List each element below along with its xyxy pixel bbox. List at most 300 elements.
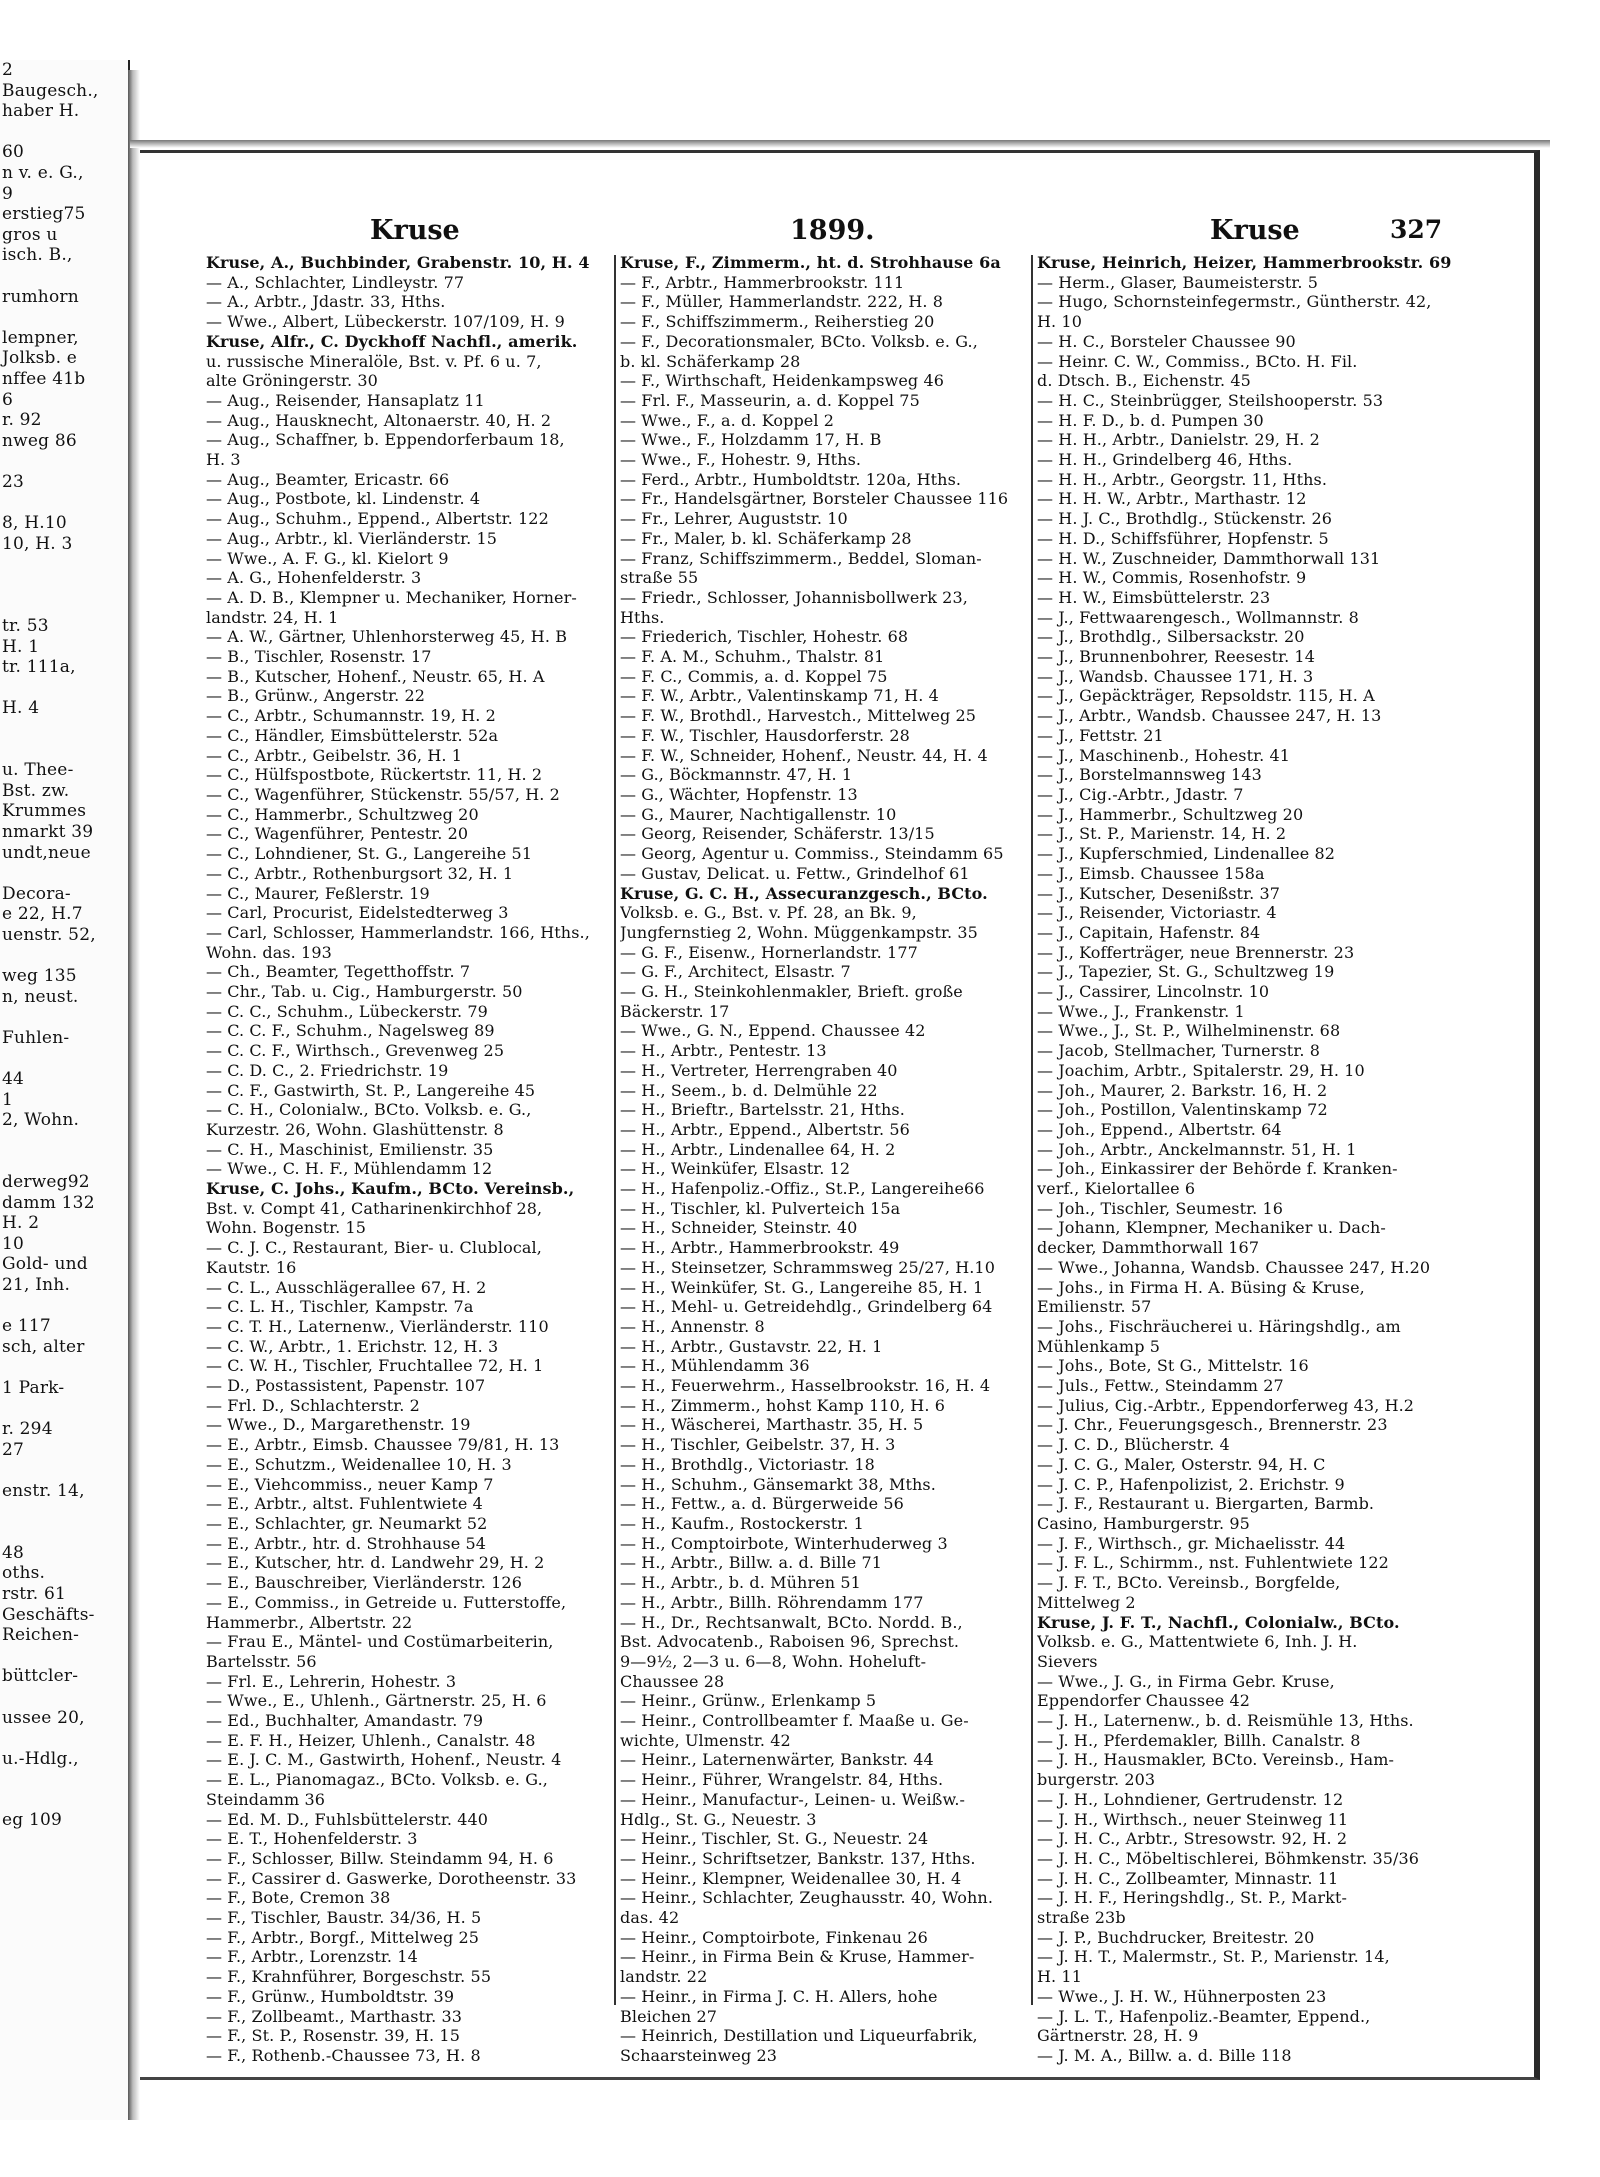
directory-entry-line: — J. C. G., Maler, Osterstr. 94, H. C: [1037, 1454, 1326, 1474]
directory-entry-line: — Georg, Agentur u. Commiss., Steindamm 65: [620, 844, 1004, 864]
directory-entry-line: — J. F. T., BCto. Vereinsb., Borgfelde,: [1037, 1573, 1341, 1593]
directory-entry-line: — E., Viehcommiss., neuer Kamp 7: [206, 1474, 494, 1494]
left-page-text-fragment: 9: [2, 183, 14, 204]
directory-entry-line: — H. W., Zuschneider, Dammthorwall 131: [1037, 548, 1381, 568]
column-divider: [1031, 255, 1033, 2005]
directory-entry-line: — H., Schneider, Steinstr. 40: [620, 1218, 858, 1238]
directory-entry-line: — C. J. C., Restaurant, Bier- u. Clublocal,: [206, 1238, 542, 1258]
page-top-edge: [130, 140, 1550, 148]
directory-entry-line: — F., Arbtr., Hammerbrookstr. 111: [620, 272, 905, 292]
left-page-text-fragment: [0, 1151, 128, 1172]
left-page-text-fragment: [0, 1687, 128, 1708]
directory-entry-line: — H., Arbtr., Gustavstr. 22, H. 1: [620, 1336, 883, 1356]
directory-entry-line: — B., Kutscher, Hohenf., Neustr. 65, H. A: [206, 666, 545, 686]
directory-entry-line: — J., Fettstr. 21: [1037, 725, 1164, 745]
directory-entry-line: Mühlenkamp 5: [1037, 1336, 1160, 1356]
directory-entry-line: — H., Fettw., a. d. Bürgerweide 56: [620, 1494, 904, 1514]
directory-entry-line: — J. C. P., Hafenpolizist, 2. Erichstr. 9: [1037, 1474, 1345, 1494]
directory-page: [140, 150, 1540, 2080]
directory-entry-line: — Johs., Bote, St G., Mittelstr. 16: [1037, 1356, 1309, 1376]
left-page-text-fragment: 23: [2, 471, 25, 492]
directory-entry-line: — Heinr., Grünw., Erlenkamp 5: [620, 1691, 877, 1711]
directory-entry-line: — J., Arbtr., Wandsb. Chaussee 247, H. 13: [1037, 706, 1382, 726]
directory-entry-line: — H., Dr., Rechtsanwalt, BCto. Nordd. B.,: [620, 1612, 963, 1632]
directory-entry-line: — F., Wirthschaft, Heidenkampsweg 46: [620, 371, 945, 391]
directory-entry-line: — Heinr., Führer, Wrangelstr. 84, Hths.: [620, 1770, 944, 1790]
left-page-text-fragment: n v. e. G.,: [2, 162, 84, 183]
directory-entry-line: — Wwe., F., Holzdamm 17, H. B: [620, 430, 882, 450]
directory-entry-line: — F., St. P., Rosenstr. 39, H. 15: [206, 2026, 460, 2046]
directory-entry-line: — Wwe., G. N., Eppend. Chaussee 42: [620, 1021, 926, 1041]
directory-entry-line: — H., Arbtr., Hammerbrookstr. 49: [620, 1238, 900, 1258]
directory-entry-line: — G. F., Architect, Elsastr. 7: [620, 962, 851, 982]
directory-entry-line: — C., Arbtr., Rothenburgsort 32, H. 1: [206, 863, 514, 883]
left-page-text-fragment: Reichen-: [2, 1625, 80, 1646]
left-page-text-fragment: 6: [2, 389, 14, 410]
directory-entry-line: — Wwe., Albert, Lübeckerstr. 107/109, H. 9: [206, 312, 565, 332]
left-page-text-fragment: [0, 492, 128, 513]
directory-entry-line: — J., Eimsb. Chaussee 158a: [1037, 863, 1265, 883]
directory-entry-line: Chaussee 28: [620, 1671, 725, 1691]
page-header: [140, 215, 1534, 255]
left-page-text-fragment: erstieg75: [2, 204, 86, 225]
left-page-text-fragment: tr. 53: [2, 616, 49, 637]
left-page-text-fragment: r. 294: [2, 1419, 53, 1440]
directory-entry-line: — H., Brothdlg., Victoriastr. 18: [620, 1454, 875, 1474]
directory-entry-line: — C. T. H., Laternenw., Vierländerstr. 110: [206, 1316, 549, 1336]
directory-entry-line: — E., Commiss., in Getreide u. Futterstoffe,: [206, 1592, 567, 1612]
directory-entry-line: das. 42: [620, 1908, 680, 1928]
directory-entry-line: — C., Arbtr., Schumannstr. 19, H. 2: [206, 706, 496, 726]
directory-entry-line: — F. W., Arbtr., Valentinskamp 71, H. 4: [620, 686, 939, 706]
directory-entry-line: — F., Grünw., Humboldtstr. 39: [206, 1986, 455, 2006]
directory-entry-line: — F., Müller, Hammerlandstr. 222, H. 8: [620, 292, 944, 312]
directory-entry-line: — Joh., Eppend., Albertstr. 64: [1037, 1119, 1282, 1139]
directory-entry-line: — C. C. F., Wirthsch., Grevenweg 25: [206, 1041, 505, 1061]
directory-entry-line: — Aug., Beamter, Ericastr. 66: [206, 469, 450, 489]
directory-entry-line: — Wwe., J. H. W., Hühnerposten 23: [1037, 1986, 1327, 2006]
directory-entry-line: — F. C., Commis, a. d. Koppel 75: [620, 666, 888, 686]
left-page-text-fragment: Gold- und: [2, 1254, 88, 1275]
directory-entry-line: — C. C. F., Schuhm., Nagelsweg 89: [206, 1021, 495, 1041]
directory-entry-line: — H., Arbtr., Lindenallee 64, H. 2: [620, 1139, 896, 1159]
header-left-keyword: Kruse: [370, 215, 460, 246]
directory-entry-line: — H., Weinküfer, Elsastr. 12: [620, 1159, 851, 1179]
left-page-text-fragment: sch, alter: [2, 1336, 85, 1357]
book-spine-shadow: [128, 70, 140, 2120]
directory-entry-line: — Frl. F., Masseurin, a. d. Koppel 75: [620, 390, 920, 410]
directory-entry-line: Steindamm 36: [206, 1789, 326, 1809]
directory-entry-line: — J., Gepäckträger, Repsoldstr. 115, H. A: [1037, 686, 1375, 706]
left-page-text-fragment: lempner,: [2, 327, 79, 348]
directory-entry-line: — Frau E., Mäntel- und Costümarbeiterin,: [206, 1632, 554, 1652]
left-page-text-fragment: 10, H. 3: [2, 533, 73, 554]
directory-entry-line: straße 55: [620, 568, 699, 588]
directory-entry-line: — Heinr., Klempner, Weidenallee 30, H. 4: [620, 1868, 962, 1888]
directory-entry-line: — Heinrich, Destillation und Liqueurfabrik,: [620, 2026, 978, 2046]
left-page-text-fragment: nweg 86: [2, 430, 77, 451]
directory-entry-line: — C. W., Arbtr., 1. Erichstr. 12, H. 3: [206, 1336, 499, 1356]
directory-entry-line: — Heinr., Schlachter, Zeughausstr. 40, Wohn.: [620, 1888, 994, 1908]
directory-entry-line: — J. M. A., Billw. a. d. Bille 118: [1037, 2045, 1292, 2065]
left-page-text-fragment: [0, 946, 128, 967]
directory-entry-line: — Joh., Einkassirer der Behörde f. Kranken-: [1037, 1159, 1398, 1179]
directory-entry-line: — H., Brieftr., Bartelsstr. 21, Hths.: [620, 1100, 905, 1120]
directory-entry-line: — E., Schlachter, gr. Neumarkt 52: [206, 1514, 488, 1533]
directory-entry-line: — Joachim, Arbtr., Spitalerstr. 29, H. 10: [1037, 1060, 1365, 1080]
left-page-text-fragment: n, neust.: [2, 986, 79, 1007]
directory-entry-line: — C. H., Maschinist, Emilienstr. 35: [206, 1139, 494, 1159]
left-page-text-fragment: [0, 1399, 128, 1420]
directory-entry-line: burgerstr. 203: [1037, 1770, 1156, 1790]
directory-entry-line: — E., Arbtr., htr. d. Strohhause 54: [206, 1533, 487, 1553]
left-page-text-fragment: u. Thee-: [2, 760, 74, 781]
directory-entry-line: — F. W., Schneider, Hohenf., Neustr. 44, H. 4: [620, 745, 988, 765]
directory-entry-line: — F., Arbtr., Borgf., Mittelweg 25: [206, 1927, 480, 1947]
directory-entry-line: — H. D., Schiffsführer, Hopfenstr. 5: [1037, 528, 1329, 548]
directory-entry-line: — Gustav, Delicat. u. Fettw., Grindelhof 61: [620, 863, 970, 883]
directory-entry-line: — J. H. C., Zollbeamter, Minnastr. 11: [1037, 1868, 1339, 1888]
directory-entry-line: — F., Bote, Cremon 38: [206, 1888, 391, 1908]
directory-entry-line: — Joh., Maurer, 2. Barkstr. 16, H. 2: [1037, 1080, 1328, 1100]
directory-entry-line: wichte, Ulmenstr. 42: [620, 1730, 791, 1750]
directory-entry-line: — F. A. M., Schuhm., Thalstr. 81: [620, 647, 885, 667]
directory-entry-line: — J. F., Restaurant u. Biergarten, Barmb.: [1037, 1494, 1375, 1514]
directory-entry-line: — C., Maurer, Feßlerstr. 19: [206, 883, 430, 903]
left-page-text-fragment: [0, 1007, 128, 1028]
directory-entry-line: — J., Brunnenbohrer, Reesestr. 14: [1037, 647, 1315, 667]
directory-entry-line: — J., Wandsb. Chaussee 171, H. 3: [1037, 666, 1314, 686]
directory-entry-line: — A., Schlachter, Lindleystr. 77: [206, 272, 465, 292]
directory-entry-line: — Aug., Hausknecht, Altonaerstr. 40, H. 2: [206, 410, 552, 430]
directory-entry-line: — J. H., Hausmakler, BCto. Vereinsb., Ham-: [1037, 1750, 1395, 1770]
directory-entry-line: — Franz, Schiffszimmerm., Beddel, Sloman-: [620, 548, 982, 568]
directory-entry-line: — J. H. C., Arbtr., Stresowstr. 92, H. 2: [1037, 1829, 1348, 1849]
directory-entry-line: H. 10: [1037, 312, 1082, 332]
directory-entry-line: — H. W., Commis, Rosenhofstr. 9: [1037, 568, 1307, 588]
left-page-text-fragment: [0, 575, 128, 596]
directory-entry-line: — Carl, Schlosser, Hammerlandstr. 166, Hths.,: [206, 922, 590, 942]
directory-entry-line: — Herm., Glaser, Baumeisterstr. 5: [1037, 272, 1319, 292]
left-page-text-fragment: e 22, H.7: [2, 904, 83, 925]
directory-entry-line: — Aug., Arbtr., kl. Vierländerstr. 15: [206, 528, 498, 548]
directory-entry-line: — J. H., Wirthsch., neuer Steinweg 11: [1037, 1809, 1349, 1829]
directory-entry-line: — C. L., Ausschlägerallee 67, H. 2: [206, 1277, 487, 1297]
left-page-fragment: [0, 60, 130, 2120]
directory-entry-line: — Wwe., J. G., in Firma Gebr. Kruse,: [1037, 1671, 1335, 1691]
directory-entry-line: Hths.: [620, 607, 665, 627]
directory-entry-line: — Wwe., F., a. d. Koppel 2: [620, 410, 835, 430]
directory-entry-line: — C., Arbtr., Geibelstr. 36, H. 1: [206, 745, 463, 765]
directory-entry-line: Bartelsstr. 56: [206, 1651, 317, 1671]
directory-entry-line: — B., Tischler, Rosenstr. 17: [206, 647, 432, 667]
directory-entry-line: — E. T., Hohenfelderstr. 3: [206, 1829, 418, 1849]
directory-entry-line: — E., Kutscher, htr. d. Landwehr 29, H. 2: [206, 1553, 545, 1573]
left-page-text-fragment: damm 132: [2, 1192, 95, 1213]
directory-entry-line: — H., Tischler, kl. Pulverteich 15a: [620, 1198, 901, 1218]
directory-entry-line: — F., Krahnführer, Borgeschstr. 55: [206, 1967, 492, 1987]
directory-entry-line: — H. H. W., Arbtr., Marthastr. 12: [1037, 489, 1307, 509]
directory-entry-line: — J. F. L., Schirmm., nst. Fuhlentwiete 122: [1037, 1553, 1389, 1573]
left-page-text-fragment: enstr. 14,: [2, 1480, 85, 1501]
directory-entry-line: — Heinr., Laternenwärter, Bankstr. 44: [620, 1750, 934, 1770]
directory-entry-line: — J. P., Buchdrucker, Breitestr. 20: [1037, 1927, 1315, 1947]
directory-entry-line: — C., Wagenführer, Stückenstr. 55/57, H. 2: [206, 784, 560, 804]
directory-entry-line: — H. F. D., b. d. Pumpen 30: [1037, 410, 1264, 430]
left-page-text-fragment: [0, 719, 128, 740]
directory-entry-line: — H., Annenstr. 8: [620, 1316, 765, 1336]
left-page-text-fragment: 2: [2, 60, 14, 80]
directory-entry-line: — A. G., Hohenfelderstr. 3: [206, 568, 422, 588]
directory-entry-line: Bst. Advocatenb., Raboisen 96, Sprechst.: [620, 1632, 960, 1652]
left-page-text-fragment: [0, 1460, 128, 1481]
left-page-text-fragment: 27: [2, 1439, 25, 1460]
directory-entry-line: — F., Rothenb.-Chaussee 73, H. 8: [206, 2045, 481, 2065]
left-page-text-fragment: [0, 740, 128, 761]
directory-entry-line: landstr. 24, H. 1: [206, 607, 339, 627]
header-year: 1899.: [790, 215, 875, 246]
directory-entry-heading: Kruse, J. F. T., Nachfl., Colonialw., BCto.: [1037, 1612, 1400, 1632]
directory-entry-line: — H., Arbtr., Billh. Röhrendamm 177: [620, 1592, 924, 1612]
directory-entry-line: — F., Arbtr., Lorenzstr. 14: [206, 1947, 418, 1967]
directory-entry-line: — H., Arbtr., Pentestr. 13: [620, 1041, 827, 1061]
directory-entry-line: — H. J. C., Brothdlg., Stückenstr. 26: [1037, 509, 1333, 529]
directory-entry-line: — J. H. T., Malermstr., St. P., Marienstr. 14,: [1037, 1947, 1390, 1967]
directory-entry-line: — H., Weinküfer, St. G., Langereihe 85, H. 1: [620, 1277, 984, 1297]
directory-entry-line: decker, Dammthorwall 167: [1037, 1238, 1260, 1258]
directory-entry-line: — C. C., Schuhm., Lübeckerstr. 79: [206, 1001, 488, 1021]
left-page-text-fragment: [0, 1502, 128, 1523]
directory-entry-line: — J. C. D., Blücherstr. 4: [1037, 1435, 1230, 1455]
left-page-text-fragment: Decora-: [2, 883, 71, 904]
directory-entry-line: — J. L. T., Hafenpoliz.-Beamter, Eppend.,: [1037, 2006, 1371, 2026]
directory-entry-line: b. kl. Schäferkamp 28: [620, 351, 801, 371]
directory-entry-line: — Wwe., A. F. G., kl. Kielort 9: [206, 548, 449, 568]
directory-entry-line: — G. F., Eisenw., Hornerlandstr. 177: [620, 942, 918, 962]
left-page-text-fragment: u.-Hdlg.,: [2, 1748, 79, 1769]
directory-entry-line: — Joh., Tischler, Seumestr. 16: [1037, 1198, 1284, 1218]
directory-entry-line: — F. W., Tischler, Hausdorferstr. 28: [620, 725, 910, 745]
directory-entry-line: — Aug., Schaffner, b. Eppendorferbaum 18,: [206, 430, 565, 450]
directory-entry-line: — Heinr. C. W., Commiss., BCto. H. Fil.: [1037, 351, 1358, 371]
directory-entry-line: — C. F., Gastwirth, St. P., Langereihe 45: [206, 1080, 536, 1100]
left-page-text-fragment: [0, 595, 128, 616]
left-page-text-fragment: 21, Inh.: [2, 1275, 71, 1296]
directory-entry-line: — J. F., Wirthsch., gr. Michaelisstr. 44: [1037, 1533, 1346, 1553]
left-page-text-fragment: Krummes: [2, 801, 87, 822]
directory-entry-line: Bleichen 27: [620, 2006, 718, 2026]
left-page-text-fragment: nffee 41b: [2, 368, 86, 389]
directory-entry-line: — J., St. P., Marienstr. 14, H. 2: [1037, 824, 1287, 844]
left-page-text-fragment: [0, 863, 128, 884]
directory-entry-line: — J., Hammerbr., Schultzweg 20: [1037, 804, 1304, 824]
directory-entry-line: — F., Schiffszimmerm., Reiherstieg 20: [620, 312, 935, 332]
directory-entry-line: — Wwe., C. H. F., Mühlendamm 12: [206, 1159, 493, 1179]
directory-entry-line: — H., Mehl- u. Getreidehdlg., Grindelberg 64: [620, 1297, 993, 1317]
left-page-text-fragment: [0, 1728, 128, 1749]
directory-entry-line: u. russische Mineralöle, Bst. v. Pf. 6 u. 7,: [206, 351, 542, 371]
directory-entry-line: — Wwe., D., Margarethenstr. 19: [206, 1415, 471, 1435]
left-page-text-fragment: e 117: [2, 1316, 51, 1337]
directory-entry-line: — E. J. C. M., Gastwirth, Hohenf., Neustr. 4: [206, 1750, 562, 1770]
directory-entry-line: — H., Wäscherei, Marthastr. 35, H. 5: [620, 1415, 924, 1435]
left-page-text-fragment: H. 2: [2, 1213, 40, 1234]
directory-entry-line: — H., Feuerwehrm., Hasselbrookstr. 16, H. 4: [620, 1376, 991, 1396]
directory-entry-line: — Aug., Reisender, Hansaplatz 11: [206, 390, 485, 410]
directory-entry-heading: Kruse, A., Buchbinder, Grabenstr. 10, H. 4: [206, 253, 590, 272]
directory-entry-line: — C., Lohndiener, St. G., Langereihe 51: [206, 844, 533, 864]
directory-entry-line: — Friedr., Schlosser, Johannisbollwerk 23,: [620, 587, 968, 607]
directory-entry-line: Sievers: [1037, 1651, 1098, 1671]
directory-entry-line: — J. H. C., Möbeltischlerei, Böhmkenstr. 35/36: [1037, 1848, 1420, 1868]
directory-entry-line: — Johs., in Firma H. A. Büsing & Kruse,: [1037, 1277, 1365, 1297]
directory-entry-line: Hammerbr., Albertstr. 22: [206, 1612, 413, 1632]
left-page-text-fragment: uenstr. 52,: [2, 924, 96, 945]
directory-entry-line: Volksb. e. G., Mattentwiete 6, Inh. J. H.: [1037, 1632, 1358, 1652]
directory-entry-line: — Chr., Tab. u. Cig., Hamburgerstr. 50: [206, 982, 523, 1002]
directory-entry-line: — E., Arbtr., Eimsb. Chaussee 79/81, H. 13: [206, 1435, 560, 1455]
left-page-text-fragment: Jolksb. e: [2, 348, 78, 369]
directory-entry-line: — H. C., Steinbrügger, Steilshooperstr. 53: [1037, 390, 1384, 410]
left-page-text-fragment: Geschäfts-: [2, 1604, 95, 1625]
directory-entry-line: — E., Bauschreiber, Vierländerstr. 126: [206, 1573, 522, 1593]
left-page-text-fragment: 48: [2, 1542, 25, 1563]
directory-entry-line: — Ferd., Arbtr., Humboldtstr. 120a, Hths.: [620, 469, 962, 489]
directory-entry-line: — Friederich, Tischler, Hohestr. 68: [620, 627, 909, 647]
left-page-text-fragment: [0, 678, 128, 699]
directory-entry-line: — H. W., Eimsbüttelerstr. 23: [1037, 587, 1271, 607]
directory-entry-line: — Georg, Reisender, Schäferstr. 13/15: [620, 824, 935, 844]
directory-column-3: [1037, 253, 1457, 2066]
directory-entry-line: — E. L., Pianomagaz., BCto. Volksb. e. G.,: [206, 1770, 548, 1790]
directory-entry-line: — H., Comptoirbote, Winterhuderweg 3: [620, 1533, 948, 1553]
directory-entry-line: — J., Borstelmannsweg 143: [1037, 765, 1262, 785]
directory-entry-line: — H., Tischler, Geibelstr. 37, H. 3: [620, 1435, 896, 1455]
left-page-text-fragment: H. 1: [2, 636, 40, 657]
directory-entry-line: — G., Maurer, Nachtigallenstr. 10: [620, 804, 897, 824]
left-page-text-fragment: [0, 1522, 128, 1543]
directory-entry-heading: Kruse, Alfr., C. Dyckhoff Nachfl., amerik.: [206, 331, 578, 351]
directory-entry-line: Schaarsteinweg 23: [620, 2045, 778, 2065]
left-page-text-fragment: [0, 1790, 128, 1811]
directory-entry-line: — Ed. M. D., Fuhlsbüttelerstr. 440: [206, 1809, 489, 1829]
directory-entry-line: Mittelweg 2: [1037, 1592, 1136, 1612]
directory-entry-line: — J., Maschinenb., Hohestr. 41: [1037, 745, 1291, 765]
directory-entry-line: — J. H., Pferdemakler, Billh. Canalstr. 8: [1037, 1730, 1361, 1750]
left-page-text-fragment: rstr. 61: [2, 1583, 66, 1604]
directory-entry-line: verf., Kielortallee 6: [1037, 1179, 1196, 1199]
left-page-text-fragment: Baugesch.,: [2, 80, 99, 101]
directory-entry-line: Hdlg., St. G., Neuestr. 3: [620, 1809, 817, 1829]
directory-entry-line: Kurzestr. 26, Wohn. Glashüttenstr. 8: [206, 1119, 504, 1139]
directory-entry-line: Bst. v. Compt 41, Catharinenkirchhof 28,: [206, 1198, 543, 1218]
left-page-text-fragment: [0, 1769, 128, 1790]
directory-entry-line: — F., Zollbeamt., Marthastr. 33: [206, 2006, 463, 2026]
directory-entry-line: — Johann, Klempner, Mechaniker u. Dach-: [1037, 1218, 1386, 1238]
directory-entry-line: — Johs., Fischräucherei u. Häringshdlg., am: [1037, 1316, 1401, 1336]
directory-entry-line: — F., Cassirer d. Gaswerke, Dorotheenstr. 33: [206, 1868, 577, 1888]
left-page-text-fragment: [0, 1357, 128, 1378]
directory-entry-line: — J., Reisender, Victoriastr. 4: [1037, 903, 1277, 923]
directory-entry-line: — H. H., Grindelberg 46, Hths.: [1037, 450, 1293, 470]
directory-entry-line: alte Gröningerstr. 30: [206, 371, 378, 391]
page-number: 327: [1390, 215, 1443, 244]
directory-entry-line: — J., Capitain, Hafenstr. 84: [1037, 922, 1261, 942]
directory-entry-line: — G., Böckmannstr. 47, H. 1: [620, 765, 853, 785]
directory-entry-line: straße 23b: [1037, 1908, 1126, 1928]
directory-entry-line: — H., Steinsetzer, Schrammsweg 25/27, H.10: [620, 1257, 995, 1277]
directory-entry-line: — Carl, Procurist, Eidelstedterweg 3: [206, 903, 509, 923]
directory-entry-line: — H. H., Arbtr., Georgstr. 11, Hths.: [1037, 469, 1328, 489]
header-right-keyword: Kruse: [1210, 215, 1300, 246]
directory-entry-line: — Jacob, Stellmacher, Turnerstr. 8: [1037, 1041, 1320, 1061]
directory-entry-line: — J. H., Lohndiener, Gertrudenstr. 12: [1037, 1789, 1344, 1809]
left-page-text-fragment: Fuhlen-: [2, 1027, 70, 1048]
directory-entry-line: — Heinr., Manufactur-, Leinen- u. Weißw.-: [620, 1789, 966, 1809]
left-page-text-fragment: nmarkt 39: [2, 821, 94, 842]
directory-entry-line: d. Dtsch. B., Eichenstr. 45: [1037, 371, 1251, 391]
directory-entry-line: — C. H., Colonialw., BCto. Volksb. e. G.,: [206, 1100, 532, 1120]
directory-entry-line: — Ch., Beamter, Tegetthoffstr. 7: [206, 962, 471, 982]
directory-entry-line: — Juls., Fettw., Steindamm 27: [1037, 1376, 1284, 1396]
left-page-text-fragment: [0, 1646, 128, 1667]
directory-entry-line: — C. W. H., Tischler, Fruchtallee 72, H. 1: [206, 1356, 544, 1376]
directory-entry-line: — J. Chr., Feuerungsgesch., Brennerstr. 23: [1037, 1415, 1388, 1435]
left-page-text-fragment: weg 135: [2, 966, 77, 987]
left-page-text-fragment: oths.: [2, 1563, 46, 1584]
directory-entry-line: Bäckerstr. 17: [620, 1001, 730, 1021]
directory-entry-line: — G., Wächter, Hopfenstr. 13: [620, 784, 858, 804]
directory-entry-heading: Kruse, F., Zimmerm., ht. d. Strohhause 6a: [620, 253, 1001, 272]
directory-entry-line: Kautstr. 16: [206, 1257, 297, 1277]
left-page-text-fragment: [0, 554, 128, 575]
directory-entry-line: H. 3: [206, 450, 241, 470]
directory-entry-line: — Wwe., J., Frankenstr. 1: [1037, 1001, 1245, 1021]
directory-entry-line: — C., Hülfspostbote, Rückertstr. 11, H. 2: [206, 765, 543, 785]
directory-entry-line: — J., Fettwaarengesch., Wollmannstr. 8: [1037, 607, 1359, 627]
directory-entry-line: — J., Kofferträger, neue Brennerstr. 23: [1037, 942, 1355, 962]
directory-entry-line: — Aug., Schuhm., Eppend., Albertstr. 122: [206, 509, 549, 529]
directory-entry-line: — F., Schlosser, Billw. Steindamm 94, H. 6: [206, 1848, 554, 1868]
directory-entry-line: Volksb. e. G., Bst. v. Pf. 28, an Bk. 9,: [620, 903, 917, 923]
directory-entry-line: — Wwe., E., Uhlenh., Gärtnerstr. 25, H. 6: [206, 1691, 547, 1711]
directory-entry-line: — H., Seem., b. d. Delmühle 22: [620, 1080, 878, 1100]
left-page-text-fragment: H. 4: [2, 698, 40, 719]
directory-entry-line: — Heinr., in Firma Bein & Kruse, Hammer-: [620, 1947, 975, 1967]
directory-entry-line: — J., Cig.-Arbtr., Jdastr. 7: [1037, 784, 1244, 804]
directory-entry-line: — Wwe., F., Hohestr. 9, Hths.: [620, 450, 862, 470]
directory-column-2: [620, 253, 1030, 2066]
directory-entry-line: — J. H., Laternenw., b. d. Reismühle 13, Hths.: [1037, 1711, 1414, 1731]
left-page-text-fragment: 1: [2, 1089, 14, 1110]
directory-entry-line: — J., Cassirer, Lincolnstr. 10: [1037, 982, 1270, 1002]
directory-entry-line: — E., Schutzm., Weidenallee 10, H. 3: [206, 1454, 512, 1474]
directory-entry-line: — H., Mühlendamm 36: [620, 1356, 810, 1376]
directory-entry-line: — C., Wagenführer, Pentestr. 20: [206, 824, 469, 844]
directory-entry-line: — A., Arbtr., Jdastr. 33, Hths.: [206, 292, 446, 312]
directory-entry-line: — G. H., Steinkohlenmakler, Brieft. große: [620, 982, 963, 1002]
directory-entry-line: — Frl. E., Lehrerin, Hohestr. 3: [206, 1671, 457, 1691]
directory-entry-line: — Fr., Handelsgärtner, Borsteler Chaussee 116: [620, 489, 1009, 509]
directory-entry-line: — C., Händler, Eimsbüttelerstr. 52a: [206, 725, 499, 745]
directory-entry-line: — J., Tapezier, St. G., Schultzweg 19: [1037, 962, 1335, 982]
left-page-text-fragment: [0, 122, 128, 143]
left-page-text-fragment: haber H.: [2, 101, 80, 122]
directory-entry-line: — J., Kupferschmied, Lindenallee 82: [1037, 844, 1336, 864]
directory-entry-line: — H. C., Borsteler Chaussee 90: [1037, 331, 1296, 351]
directory-entry-line: — J., Brothdlg., Silbersackstr. 20: [1037, 627, 1305, 647]
directory-entry-line: — J. H. F., Heringshdlg., St. P., Markt-: [1037, 1888, 1347, 1908]
